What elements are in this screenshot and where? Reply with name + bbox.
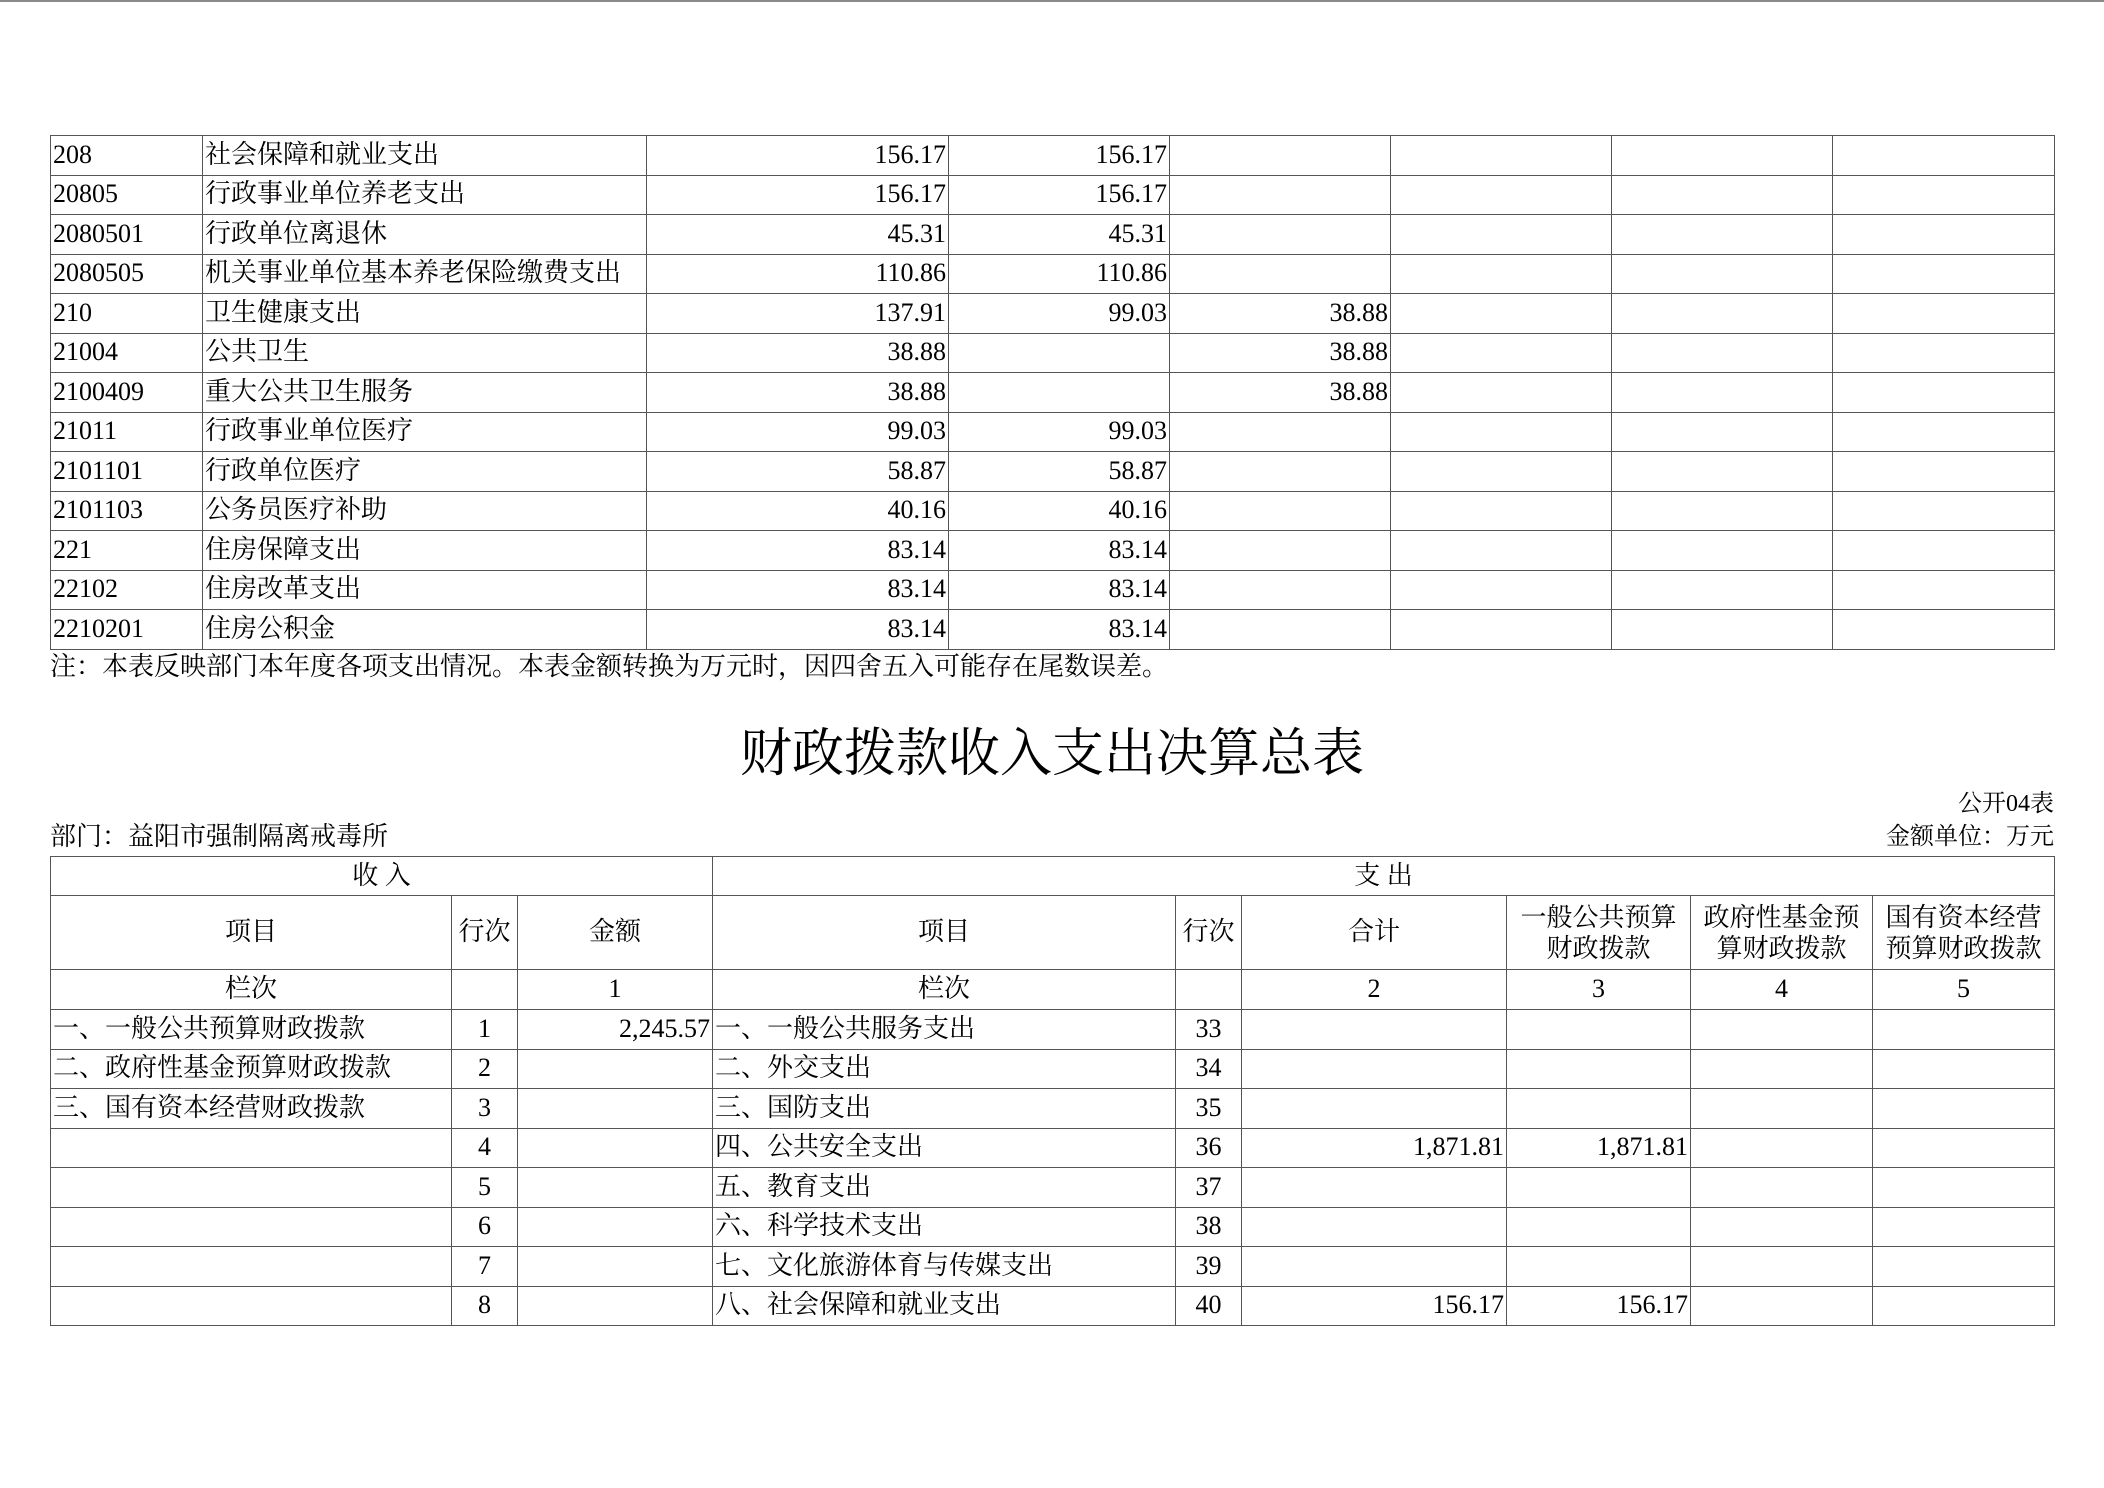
summary-table <box>50 856 2055 1326</box>
total-cell <box>1242 1207 1507 1247</box>
amount-cell <box>1391 491 1612 531</box>
function-name-cell: 公共卫生 <box>203 333 647 373</box>
expense-item-header: 项目 <box>713 896 1176 970</box>
table-row <box>51 1049 2055 1089</box>
amount-cell <box>1612 452 1833 492</box>
income-line-cell: 3 <box>452 1089 518 1129</box>
amount-cell <box>1833 294 2055 334</box>
income-amount-cell <box>518 1247 713 1287</box>
function-code-cell: 2101103 <box>51 491 203 531</box>
function-name-cell: 住房改革支出 <box>203 570 647 610</box>
total-cell <box>1242 1089 1507 1129</box>
amount-cell <box>1170 215 1391 255</box>
table-row <box>51 175 2055 215</box>
amount-cell <box>1612 254 1833 294</box>
income-item-cell <box>51 1168 452 1208</box>
amount-cell: 38.88 <box>1170 333 1391 373</box>
gov-fund-cell <box>1691 1089 1873 1129</box>
amount-cell <box>1833 491 2055 531</box>
function-name-cell: 社会保障和就业支出 <box>203 136 647 176</box>
income-line-cell: 4 <box>452 1128 518 1168</box>
general-budget-header: 一般公共预算财政拨款 <box>1507 896 1691 970</box>
table-row <box>51 136 2055 176</box>
table-row <box>51 373 2055 413</box>
expense-line-cell: 38 <box>1176 1207 1242 1247</box>
amount-cell: 110.86 <box>647 254 949 294</box>
income-item-cell <box>51 1207 452 1247</box>
amount-cell <box>1170 254 1391 294</box>
amount-cell: 38.88 <box>647 373 949 413</box>
amount-cell <box>1612 215 1833 255</box>
amount-cell <box>1833 610 2055 650</box>
total-cell: 156.17 <box>1242 1286 1507 1326</box>
amount-cell <box>1833 136 2055 176</box>
amount-cell: 58.87 <box>949 452 1170 492</box>
general-budget-cell <box>1507 1089 1691 1129</box>
expense-section-header: 支 出 <box>713 857 2055 896</box>
general-budget-index: 3 <box>1507 970 1691 1010</box>
income-line-cell: 8 <box>452 1286 518 1326</box>
amount-cell <box>1612 333 1833 373</box>
amount-cell <box>1833 570 2055 610</box>
amount-cell <box>1612 610 1833 650</box>
amount-cell <box>1391 175 1612 215</box>
income-line-cell: 2 <box>452 1049 518 1089</box>
income-amount-cell <box>518 1128 713 1168</box>
gov-fund-cell <box>1691 1168 1873 1208</box>
function-name-cell: 住房保障支出 <box>203 531 647 571</box>
amount-cell: 156.17 <box>647 136 949 176</box>
amount-cell: 83.14 <box>949 610 1170 650</box>
amount-cell <box>1170 136 1391 176</box>
function-code-cell: 2080501 <box>51 215 203 255</box>
amount-cell <box>1391 215 1612 255</box>
amount-cell <box>949 333 1170 373</box>
total-cell: 1,871.81 <box>1242 1128 1507 1168</box>
gov-fund-index: 4 <box>1691 970 1873 1010</box>
amount-cell <box>1833 412 2055 452</box>
state-capital-index: 5 <box>1873 970 2055 1010</box>
state-capital-cell <box>1873 1049 2055 1089</box>
amount-cell: 99.03 <box>949 294 1170 334</box>
income-item-cell <box>51 1247 452 1287</box>
income-item-cell <box>51 1286 452 1326</box>
expense-item-cell: 七、文化旅游体育与传媒支出 <box>713 1247 1176 1287</box>
state-capital-header: 国有资本经营预算财政拨款 <box>1873 896 2055 970</box>
income-amount-cell <box>518 1207 713 1247</box>
amount-cell <box>1391 254 1612 294</box>
table-row <box>51 254 2055 294</box>
expense-line-cell: 35 <box>1176 1089 1242 1129</box>
amount-cell <box>1391 610 1612 650</box>
form-number: 公开04表 <box>1958 791 2054 817</box>
expense-item-cell: 四、公共安全支出 <box>713 1128 1176 1168</box>
amount-cell <box>1170 491 1391 531</box>
total-cell <box>1242 1010 1507 1050</box>
expense-item-cell: 五、教育支出 <box>713 1168 1176 1208</box>
table-row <box>51 412 2055 452</box>
amount-cell: 83.14 <box>949 570 1170 610</box>
amount-cell <box>1170 412 1391 452</box>
amount-cell <box>1170 531 1391 571</box>
function-name-cell: 卫生健康支出 <box>203 294 647 334</box>
income-line-cell: 6 <box>452 1207 518 1247</box>
expense-line-index <box>1176 970 1242 1010</box>
table-row <box>51 1128 2055 1168</box>
gov-fund-cell <box>1691 1049 1873 1089</box>
function-code-cell: 208 <box>51 136 203 176</box>
income-item-cell: 三、国有资本经营财政拨款 <box>51 1089 452 1129</box>
table-row <box>51 1207 2055 1247</box>
expense-item-cell: 六、科学技术支出 <box>713 1207 1176 1247</box>
expense-line-cell: 39 <box>1176 1247 1242 1287</box>
amount-cell <box>1833 452 2055 492</box>
amount-cell <box>1391 136 1612 176</box>
amount-cell <box>1833 215 2055 255</box>
amount-cell <box>1391 412 1612 452</box>
function-code-cell: 22102 <box>51 570 203 610</box>
amount-cell: 83.14 <box>647 610 949 650</box>
table-row <box>51 294 2055 334</box>
state-capital-cell <box>1873 1168 2055 1208</box>
amount-cell <box>1833 175 2055 215</box>
amount-cell <box>1391 373 1612 413</box>
amount-cell: 99.03 <box>647 412 949 452</box>
expense-line-cell: 36 <box>1176 1128 1242 1168</box>
general-budget-cell <box>1507 1168 1691 1208</box>
amount-cell <box>1833 531 2055 571</box>
table-row <box>51 215 2055 255</box>
expenditure-detail-body <box>51 136 2055 650</box>
amount-cell <box>1612 294 1833 334</box>
amount-cell: 110.86 <box>949 254 1170 294</box>
general-budget-cell: 156.17 <box>1507 1286 1691 1326</box>
table-note: 注：本表反映部门本年度各项支出情况。本表金额转换为万元时，因四舍五入可能存在尾数误差。 <box>50 652 1169 681</box>
total-cell <box>1242 1049 1507 1089</box>
summary-table-body <box>51 857 2055 1326</box>
income-item-index: 栏次 <box>51 970 452 1010</box>
table-row <box>51 570 2055 610</box>
amount-cell: 83.14 <box>949 531 1170 571</box>
total-header: 合计 <box>1242 896 1507 970</box>
amount-cell <box>1612 175 1833 215</box>
income-line-cell: 7 <box>452 1247 518 1287</box>
gov-fund-cell <box>1691 1207 1873 1247</box>
income-line-cell: 1 <box>452 1010 518 1050</box>
amount-cell: 40.16 <box>647 491 949 531</box>
income-line-cell: 5 <box>452 1168 518 1208</box>
amount-cell <box>1612 412 1833 452</box>
state-capital-cell <box>1873 1247 2055 1287</box>
table-row <box>51 491 2055 531</box>
expense-line-cell: 34 <box>1176 1049 1242 1089</box>
gov-fund-cell <box>1691 1010 1873 1050</box>
function-code-cell: 210 <box>51 294 203 334</box>
state-capital-cell <box>1873 1286 2055 1326</box>
amount-cell: 38.88 <box>647 333 949 373</box>
amount-cell <box>1833 333 2055 373</box>
total-cell <box>1242 1247 1507 1287</box>
gov-fund-cell <box>1691 1286 1873 1326</box>
income-line-header: 行次 <box>452 896 518 970</box>
function-code-cell: 2100409 <box>51 373 203 413</box>
amount-cell <box>1391 531 1612 571</box>
gov-fund-header: 政府性基金预算财政拨款 <box>1691 896 1873 970</box>
general-budget-cell <box>1507 1207 1691 1247</box>
amount-cell: 83.14 <box>647 531 949 571</box>
amount-cell <box>1170 610 1391 650</box>
amount-cell <box>1612 531 1833 571</box>
function-code-cell: 2080505 <box>51 254 203 294</box>
table-row <box>51 1089 2055 1129</box>
function-code-cell: 21004 <box>51 333 203 373</box>
amount-cell <box>1391 570 1612 610</box>
total-index: 2 <box>1242 970 1507 1010</box>
income-amount-cell: 2,245.57 <box>518 1010 713 1050</box>
amount-cell <box>1170 175 1391 215</box>
amount-cell <box>1391 333 1612 373</box>
amount-cell <box>1391 452 1612 492</box>
expense-item-cell: 一、一般公共服务支出 <box>713 1010 1176 1050</box>
amount-cell: 40.16 <box>949 491 1170 531</box>
expense-item-cell: 三、国防支出 <box>713 1089 1176 1129</box>
amount-cell <box>1170 570 1391 610</box>
expense-item-cell: 八、社会保障和就业支出 <box>713 1286 1176 1326</box>
income-section-header: 收 入 <box>51 857 713 896</box>
table-row <box>51 1168 2055 1208</box>
income-item-cell: 二、政府性基金预算财政拨款 <box>51 1049 452 1089</box>
amount-cell: 99.03 <box>949 412 1170 452</box>
expense-line-cell: 37 <box>1176 1168 1242 1208</box>
income-item-header: 项目 <box>51 896 452 970</box>
amount-cell: 45.31 <box>949 215 1170 255</box>
income-amount-cell <box>518 1168 713 1208</box>
table-row <box>51 452 2055 492</box>
page-top-border <box>0 0 2104 2</box>
general-budget-cell <box>1507 1247 1691 1287</box>
amount-cell <box>1612 136 1833 176</box>
function-name-cell: 行政单位离退休 <box>203 215 647 255</box>
amount-cell <box>1833 373 2055 413</box>
income-item-cell <box>51 1128 452 1168</box>
state-capital-cell <box>1873 1128 2055 1168</box>
function-name-cell: 公务员医疗补助 <box>203 491 647 531</box>
expense-item-index: 栏次 <box>713 970 1176 1010</box>
amount-cell <box>1612 491 1833 531</box>
income-amount-index: 1 <box>518 970 713 1010</box>
amount-cell <box>1612 570 1833 610</box>
table-row <box>51 1010 2055 1050</box>
amount-cell: 38.88 <box>1170 294 1391 334</box>
state-capital-cell <box>1873 1010 2055 1050</box>
function-name-cell: 住房公积金 <box>203 610 647 650</box>
amount-cell <box>949 373 1170 413</box>
column-header-row <box>51 896 2055 970</box>
function-code-cell: 2101101 <box>51 452 203 492</box>
function-name-cell: 行政事业单位医疗 <box>203 412 647 452</box>
state-capital-cell <box>1873 1207 2055 1247</box>
amount-cell: 156.17 <box>949 175 1170 215</box>
income-line-index <box>452 970 518 1010</box>
function-code-cell: 2210201 <box>51 610 203 650</box>
state-capital-cell <box>1873 1089 2055 1129</box>
amount-cell: 137.91 <box>647 294 949 334</box>
function-name-cell: 行政事业单位养老支出 <box>203 175 647 215</box>
income-amount-cell <box>518 1089 713 1129</box>
page-title: 财政拨款收入支出决算总表 <box>739 726 1364 783</box>
function-name-cell: 行政单位医疗 <box>203 452 647 492</box>
amount-cell: 156.17 <box>949 136 1170 176</box>
amount-cell <box>1170 452 1391 492</box>
amount-cell: 83.14 <box>647 570 949 610</box>
general-budget-cell <box>1507 1010 1691 1050</box>
expenditure-detail-table <box>50 135 2055 650</box>
amount-cell <box>1833 254 2055 294</box>
column-index-row <box>51 970 2055 1010</box>
table-row <box>51 610 2055 650</box>
unit-label: 金额单位：万元 <box>1886 824 2054 850</box>
amount-cell: 58.87 <box>647 452 949 492</box>
function-code-cell: 20805 <box>51 175 203 215</box>
income-item-cell: 一、一般公共预算财政拨款 <box>51 1010 452 1050</box>
income-amount-cell <box>518 1049 713 1089</box>
expense-line-cell: 40 <box>1176 1286 1242 1326</box>
table-row <box>51 1247 2055 1287</box>
amount-cell <box>1612 373 1833 413</box>
function-name-cell: 重大公共卫生服务 <box>203 373 647 413</box>
table-row <box>51 531 2055 571</box>
general-budget-cell <box>1507 1049 1691 1089</box>
amount-cell: 156.17 <box>647 175 949 215</box>
expense-item-cell: 二、外交支出 <box>713 1049 1176 1089</box>
expense-line-cell: 33 <box>1176 1010 1242 1050</box>
department-label: 部门：益阳市强制隔离戒毒所 <box>50 822 389 851</box>
amount-cell: 45.31 <box>647 215 949 255</box>
general-budget-cell: 1,871.81 <box>1507 1128 1691 1168</box>
function-code-cell: 221 <box>51 531 203 571</box>
amount-cell: 38.88 <box>1170 373 1391 413</box>
total-cell <box>1242 1168 1507 1208</box>
function-code-cell: 21011 <box>51 412 203 452</box>
section-header-row <box>51 857 2055 896</box>
income-amount-header: 金额 <box>518 896 713 970</box>
amount-cell <box>1391 294 1612 334</box>
table-row <box>51 333 2055 373</box>
function-name-cell: 机关事业单位基本养老保险缴费支出 <box>203 254 647 294</box>
expense-line-header: 行次 <box>1176 896 1242 970</box>
income-amount-cell <box>518 1286 713 1326</box>
gov-fund-cell <box>1691 1247 1873 1287</box>
gov-fund-cell <box>1691 1128 1873 1168</box>
table-row <box>51 1286 2055 1326</box>
